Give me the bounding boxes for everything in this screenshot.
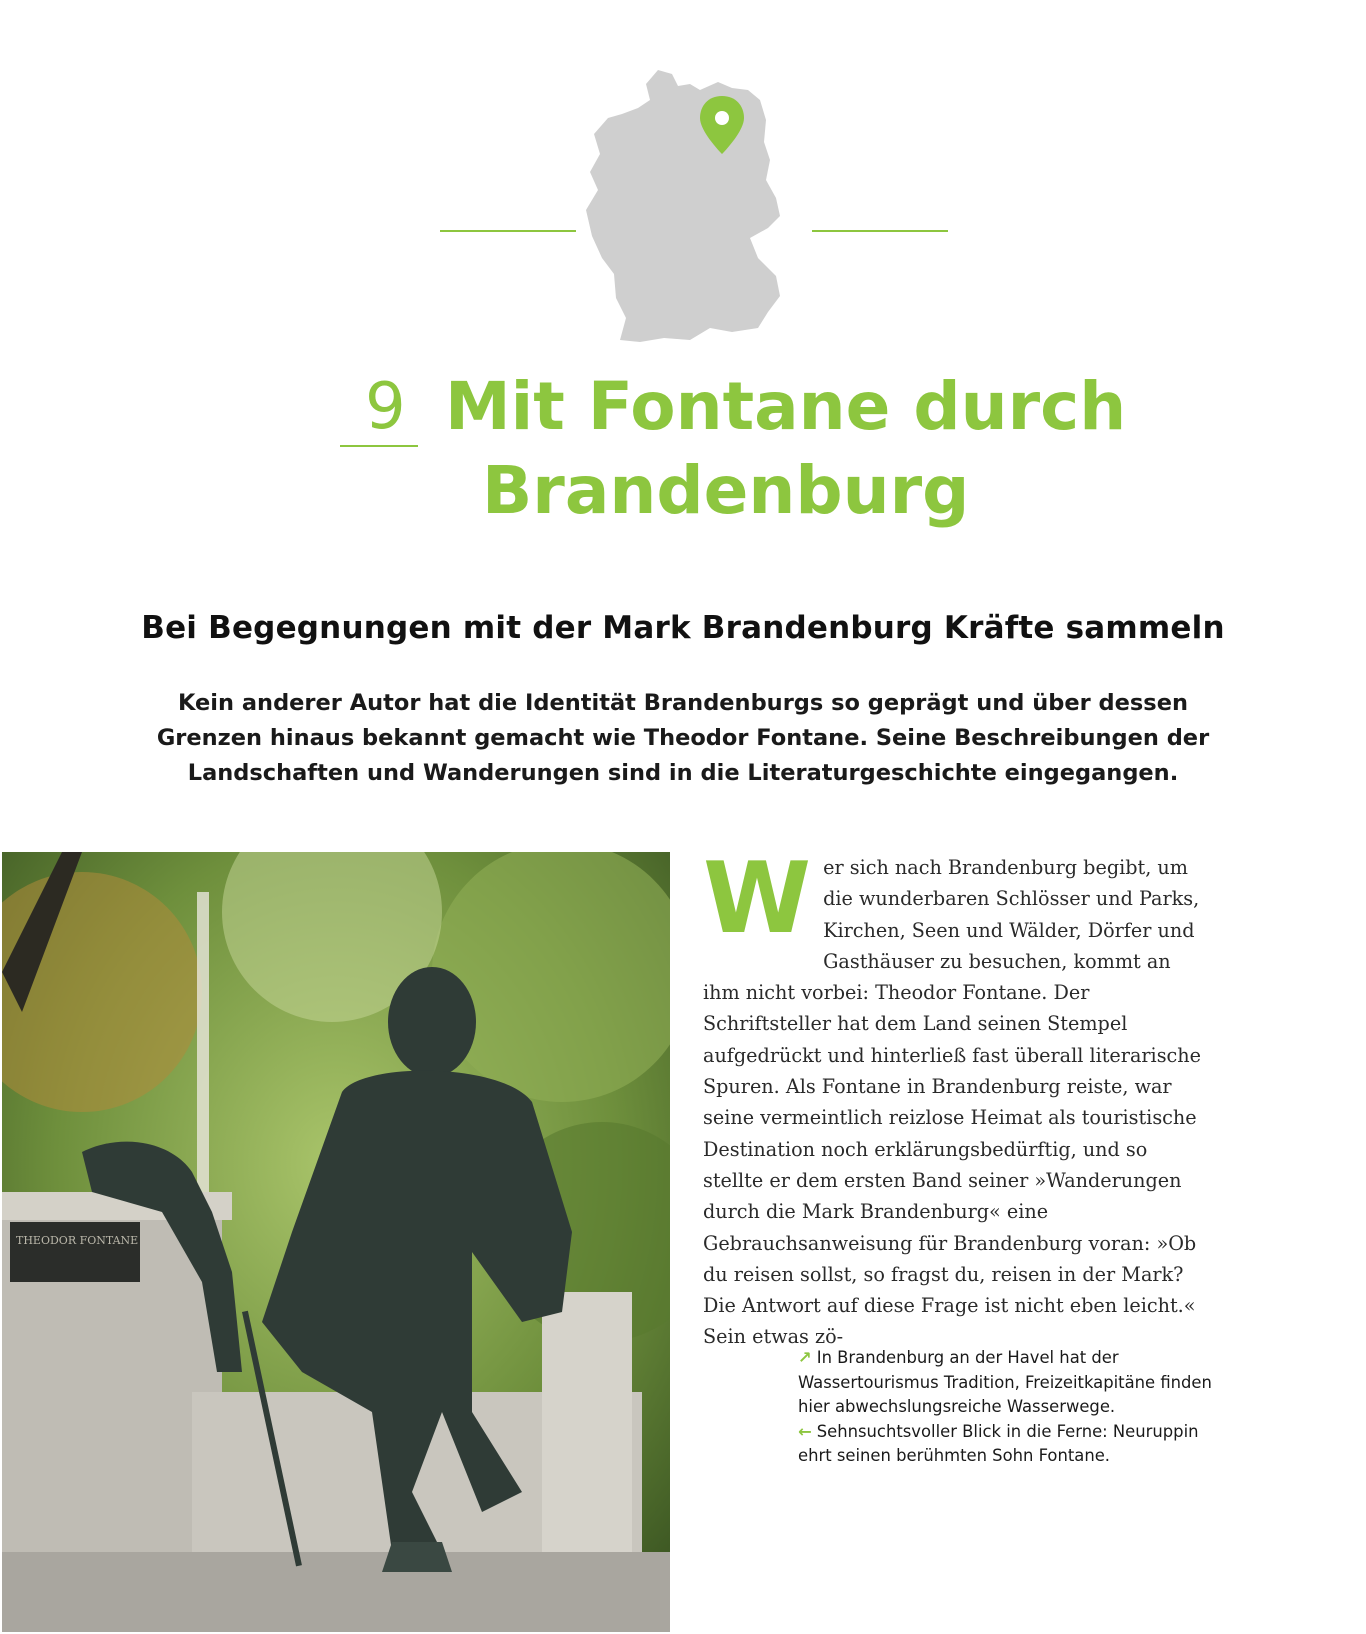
fontane-statue-photo <box>2 852 670 1632</box>
dropcap: W <box>703 842 812 956</box>
caption-1-text: In Brandenburg an der Havel hat der Wassertourismus Tradition, Freizeitkapitäne finden hier abwechslungsreiche Wasserwege. <box>798 1348 1212 1416</box>
decorative-line-right <box>812 230 948 232</box>
decorative-line-left <box>440 230 576 232</box>
subtitle: Bei Begegnungen mit der Mark Brandenburg Kräfte sammeln <box>141 610 1225 646</box>
germany-map-shape <box>580 60 810 360</box>
caption-2-text: Sehnsuchtsvoller Blick in die Ferne: Neuruppin ehrt seinen berühmten Sohn Fontane. <box>798 1421 1199 1465</box>
chapter-number: 9 <box>365 370 406 444</box>
plaque-text: THEODOR FONTANE <box>16 1234 139 1247</box>
arrow-left-icon: ← <box>798 1421 812 1441</box>
caption-2 <box>798 1420 1218 1469</box>
germany-silhouette <box>586 70 780 342</box>
germany-map <box>430 60 950 360</box>
title-line-1: Mit Fontane durch <box>445 368 1127 445</box>
photo-captions <box>798 1346 1218 1469</box>
caption-1 <box>798 1346 1218 1420</box>
arrow-up-right-icon: ↗ <box>798 1348 812 1367</box>
title-line-2: Brandenburg <box>482 452 970 529</box>
body-paragraph: er sich nach Brandenburg begibt, um die wunderbaren Schlösser und Parks, Kirchen, Seen und Wälder, Dörfer und Gasthäuser zu besuchen, kommt an ihm nicht vorbei: Theodor Fontane. Der Schriftsteller hat dem Land seinen Stempel aufgedrückt und hinterließ fast überall literarische Spuren. Als Fontane in Brandenburg reiste, war seine vermeintlich reizlose Heimat als touristische Destination noch erklärungsbedürftig, und so stellte er dem ersten Band seiner »Wanderungen durch die Mark Brandenburg« eine Gebrauchsanweisung für Brandenburg voran: »Ob du reisen sollst, so fragst du, reisen in der Mark? Die Antwort auf diese Frage ist nicht eben leicht.« Sein etwas zö- <box>703 856 1202 1349</box>
lead-paragraph: Kein anderer Autor hat die Identität Brandenburgs so geprägt und über dessen Grenzen hinaus bekannt gemacht wie Theodor Fontane. Seine Beschreibungen der Landschaften und Wanderungen sind in die Literaturgeschichte eingegangen. <box>156 690 1210 786</box>
body-text <box>703 842 1213 1353</box>
chapter-number-underline <box>340 445 418 447</box>
